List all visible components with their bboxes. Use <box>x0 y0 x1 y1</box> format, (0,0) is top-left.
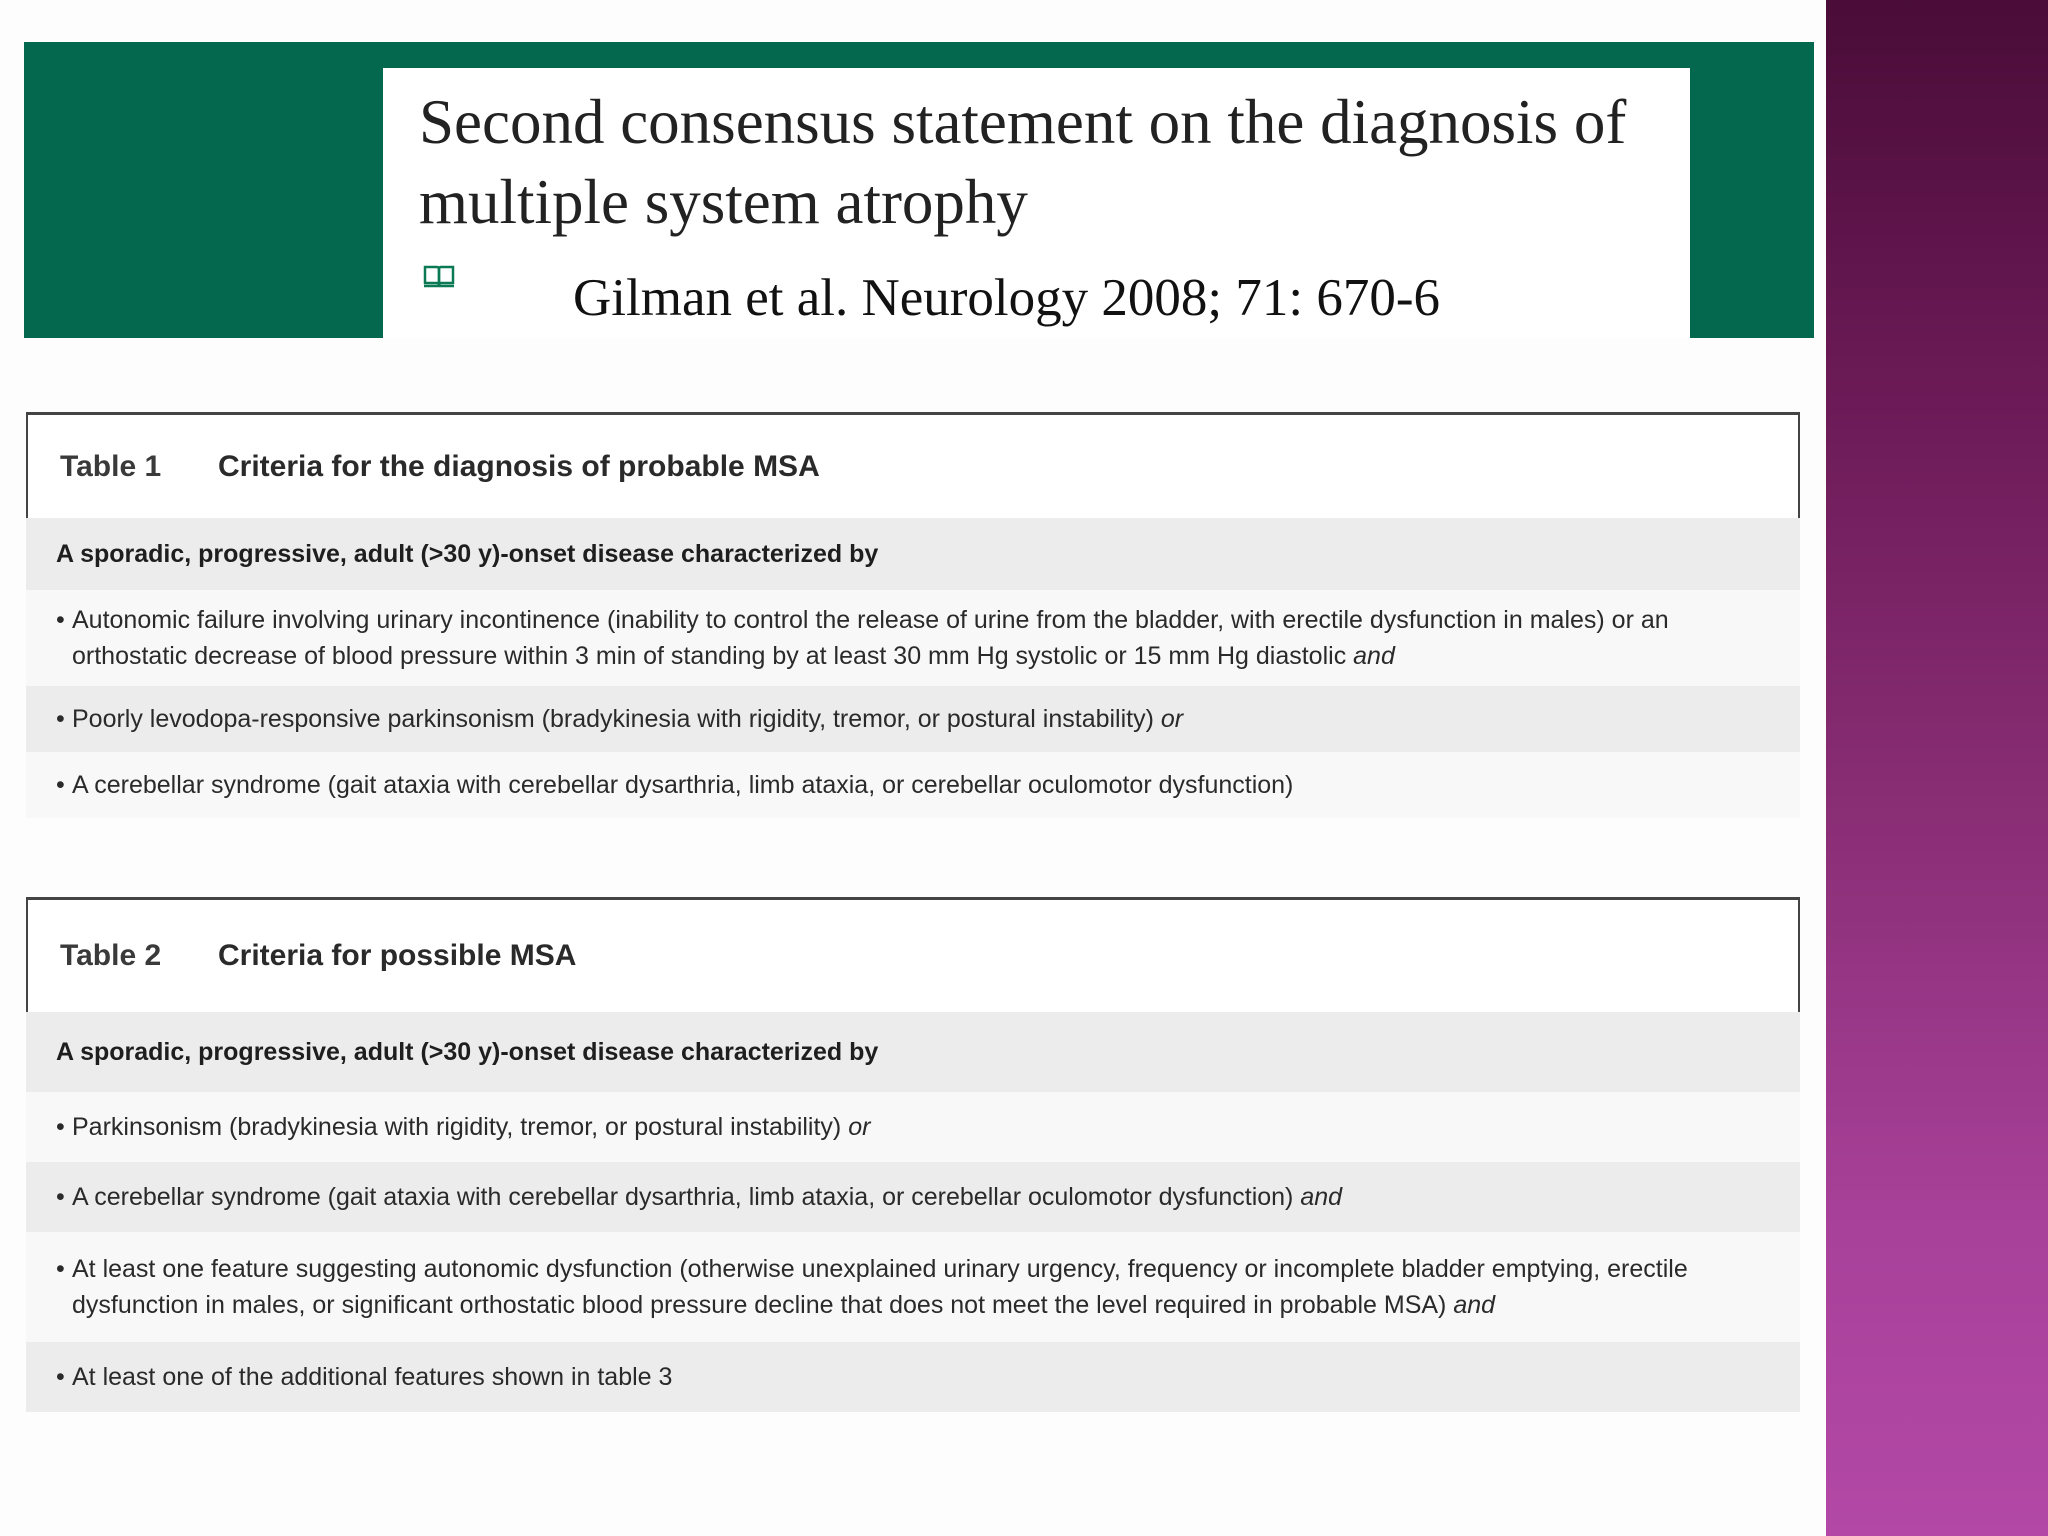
table-1-header <box>26 412 1800 518</box>
table-1-title: Criteria for the diagnosis of probable MSA <box>218 449 820 483</box>
table-1-label: Table 1 <box>60 449 162 483</box>
table-2-label: Table 2 <box>60 939 162 972</box>
table-row: • At least one feature suggesting autonomic dysfunction (otherwise unexplained urinary urgency, frequency or incomplete bladder emptying, erectile dysfunction in males, or significant orthostatic blood pressure decline that does not meet the level required in probable MSA) and <box>26 1232 1800 1342</box>
citation: Gilman et al. Neurology 2008; 71: 670-6 <box>573 269 1440 327</box>
table-2-title: Criteria for possible MSA <box>218 939 577 972</box>
slide-title: Second consensus statement on the diagnosis of multiple system atrophy <box>419 87 1627 237</box>
side-decoration-band <box>1826 0 2048 1536</box>
table-1 <box>26 412 1800 818</box>
table-2-header <box>26 897 1800 1012</box>
table-row: • Parkinsonism (bradykinesia with rigidity, tremor, or postural instability) or <box>26 1092 1800 1162</box>
book-icon <box>423 264 455 288</box>
table-row: • Poorly levodopa-responsive parkinsonism (bradykinesia with rigidity, tremor, or postural instability) or <box>26 686 1800 752</box>
table-row: • Autonomic failure involving urinary incontinence (inability to control the release of urine from the bladder, with erectile dysfunction in males) or an orthostatic decrease of blood pressure within 3 min of standing by at least 30 mm Hg systolic or 15 mm Hg diastolic and <box>26 590 1800 686</box>
title-card <box>383 68 1690 338</box>
table-2 <box>26 897 1800 1412</box>
table-2-criteria-heading: A sporadic, progressive, adult (>30 y)-onset disease characterized by <box>26 1012 1800 1092</box>
table-row: • A cerebellar syndrome (gait ataxia with cerebellar dysarthria, limb ataxia, or cerebellar oculomotor dysfunction) and <box>26 1162 1800 1232</box>
table-1-criteria-heading: A sporadic, progressive, adult (>30 y)-onset disease characterized by <box>26 518 1800 590</box>
table-row: • At least one of the additional features shown in table 3 <box>26 1342 1800 1412</box>
table-row: • A cerebellar syndrome (gait ataxia with cerebellar dysarthria, limb ataxia, or cerebellar oculomotor dysfunction) <box>26 752 1800 818</box>
